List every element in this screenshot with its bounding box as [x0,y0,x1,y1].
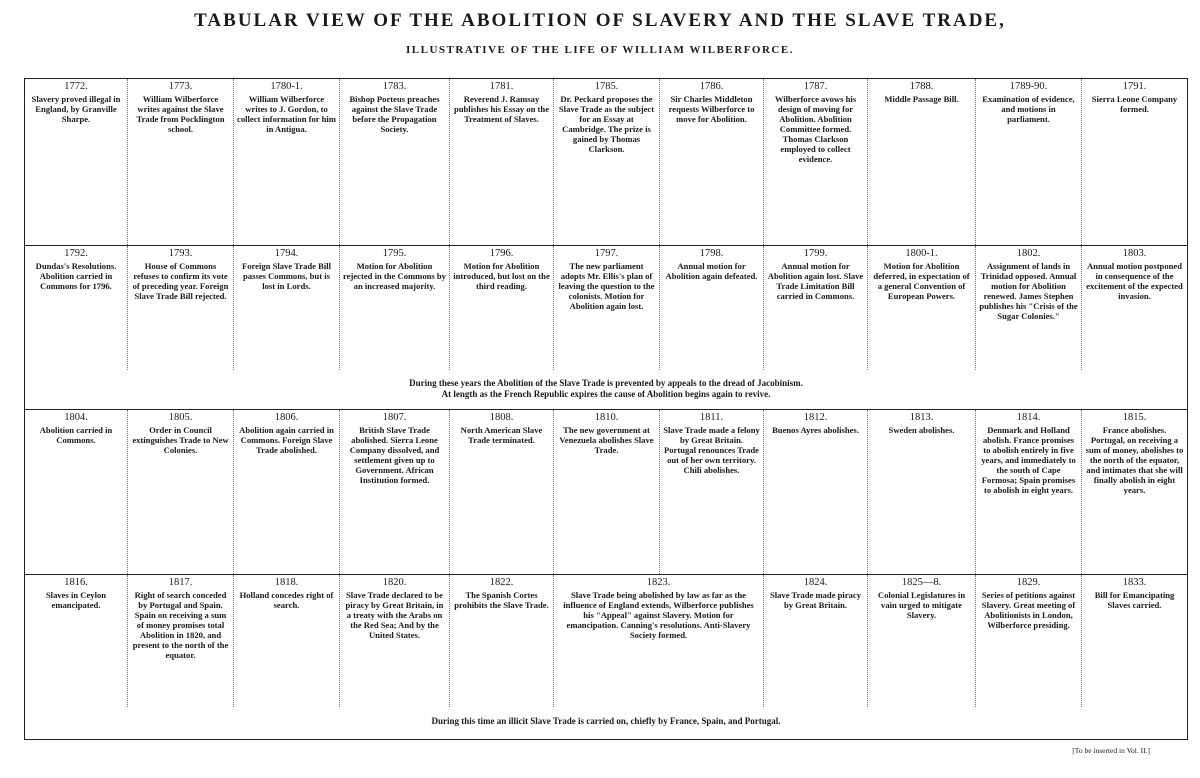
cell-text: House of Commons refuses to confirm its vote of preceding year. Foreign Slave Trade Bill rejected. [132,261,229,301]
cell-year: 1825—8. [901,577,942,588]
cell-year: 1803. [1122,248,1147,259]
timeline-cell [553,410,659,574]
cell-year: 1818. [274,577,299,588]
timeline-row [25,79,1187,245]
cell-text: William Wilberforce writes against the Slave Trade from Pocklington school. [136,94,225,134]
cell-year: 1817. [168,577,193,588]
cell-year: 1786. [699,81,724,92]
cell-text: Slave Trade made piracy by Great Britain. [769,590,862,610]
cell-year: 1813. [909,412,934,423]
cell-year: 1814. [1016,412,1041,423]
timeline-table [24,78,1188,740]
timeline-cell [449,79,553,245]
cell-text: Right of search conceded by Portugal and Spain. Spain on receiving a sum of money promises total Abolition in 1820, and present to the north of the equator. [132,590,229,660]
cell-text: Sierra Leone Company formed. [1091,94,1178,114]
timeline-cell [339,246,449,370]
cell-year: 1802. [1016,248,1041,259]
timeline-cell [339,575,449,707]
timeline-cell [867,79,975,245]
cell-text: British Slave Trade abolished. Sierra Leone Company dissolved, and settlement given up to Government. African Institution formed. [349,425,440,485]
timeline-cell [763,246,867,370]
cell-text: Holland concedes right of search. [239,590,334,610]
cell-text: Abolition again carried in Commons. Foreign Slave Trade abolished. [239,425,334,455]
cell-text: The new government at Venezuela abolishes Slave Trade. [559,425,654,455]
cell-year: 1806. [274,412,299,423]
cell-text: Assignment of lands in Trinidad opposed. Annual motion for Abolition renewed. James Stephen publishes his "Crisis of the Sugar Colonies." [979,261,1078,321]
cell-text: Reverend J. Ramsay publishes his Essay on the Treatment of Slaves. [453,94,550,124]
cell-text: Examination of evidence, and motions in parliament. [982,94,1075,124]
cell-text: Motion for Abolition introduced, but lost on the third reading. [453,261,550,291]
cell-year: 1833. [1122,577,1147,588]
timeline-cell [975,79,1081,245]
timeline-cell [659,246,763,370]
cell-text: Annual motion postponed in consequence of the excitement of the expected invasion. [1086,261,1183,301]
timeline-cell [763,79,867,245]
cell-year: 1823. [646,577,671,588]
cell-text: Slave Trade being abolished by law as far as the influence of England extends, Wilberforce publishes his "Appeal" against Slavery. Motion for emancipation. Canning's resolutions. Anti-Slavery Society formed. [563,590,754,640]
cell-text: Buenos Ayres abolishes. [772,425,859,435]
cell-year: 1805. [168,412,193,423]
cell-year: 1822. [489,577,514,588]
cell-text: The Spanish Cortes prohibits the Slave Trade. [454,590,549,610]
timeline-cell [449,575,553,707]
timeline-cell [659,410,763,574]
timeline-cell [449,246,553,370]
footnote: [To be inserted in Vol. II.] [1072,746,1150,755]
cell-year: 1796. [489,248,514,259]
cell-text: Denmark and Holland abolish. France promises to abolish entirely in five years, and immediately to the south of Cape Formosa; Spain promises to abolish in eight years. [981,425,1076,495]
timeline-cell [975,246,1081,370]
timeline-cell [553,246,659,370]
cell-year: 1810. [594,412,619,423]
illicit-trade-note: During this time an illicit Slave Trade is carried on, chiefly by France, Spain, and Portugal. [431,716,781,726]
timeline-cell [763,575,867,707]
timeline-cell [25,79,127,245]
cell-year: 1800-1. [905,248,938,259]
timeline-cell [339,79,449,245]
timeline-cell [553,575,763,707]
jacobinism-note [25,378,1187,400]
timeline-cell [763,410,867,574]
cell-year: 1829. [1016,577,1041,588]
timeline-cell [659,79,763,245]
cell-year: 1807. [382,412,407,423]
cell-text: Slavery proved illegal in England, by Granville Sharpe. [31,94,121,124]
timeline-row [25,246,1187,370]
cell-year: 1812. [803,412,828,423]
cell-text: Annual motion for Abolition again lost. Slave Trade Limitation Bill carried in Commons. [767,261,864,301]
cell-text: William Wilberforce writes to J. Gordon, to collect information for him in Antigua. [237,94,336,134]
cell-text: North American Slave Trade terminated. [460,425,543,445]
timeline-cell [1081,410,1187,574]
timeline-row [25,575,1187,707]
cell-text: Foreign Slave Trade Bill passes Commons, but is lost in Lords. [241,261,332,291]
timeline-cell [339,410,449,574]
timeline-cell [867,246,975,370]
cell-year: 1781. [489,81,514,92]
cell-text: Order in Council extinguishes Trade to New Colonies. [132,425,229,455]
timeline-cell [975,575,1081,707]
cell-year: 1793. [168,248,193,259]
cell-text: Wilberforce avows his design of moving for Abolition. Abolition Committee formed. Thomas Clarkson employed to collect evidence. [774,94,857,164]
cell-text: Colonial Legislatures in vain urged to mitigate Slavery. [877,590,966,620]
cell-year: 1787. [803,81,828,92]
note-line: At length as the French Republic expires the cause of Abolition begins again to revive. [441,389,771,399]
timeline-cell [127,410,233,574]
cell-text: Dundas's Resolutions. Abolition carried in Commons for 1796. [35,261,117,291]
timeline-cell [233,246,339,370]
cell-text: Annual motion for Abolition again defeated. [665,261,758,281]
cell-text: Dr. Peckard proposes the Slave Trade as the subject for an Essay at Cambridge. The prize is gained by Thomas Clarkson. [558,94,655,154]
cell-text: Slave Trade made a felony by Great Britain. Portugal renounces Trade out of her own territory. Chili abolishes. [663,425,760,475]
cell-text: Abolition carried in Commons. [39,425,113,445]
cell-year: 1798. [699,248,724,259]
cell-text: Slave Trade declared to be piracy by Great Britain, in a treaty with the Arabs on the Red Sea; And by the United States. [345,590,444,640]
page-title: TABULAR VIEW OF THE ABOLITION OF SLAVERY AND THE SLAVE TRADE, [194,10,1006,31]
timeline-cell [127,246,233,370]
cell-year: 1780-1. [270,81,303,92]
cell-year: 1791. [1122,81,1147,92]
cell-text: Motion for Abolition rejected in the Commons by an increased majority. [343,261,446,291]
cell-year: 1792. [64,248,88,259]
timeline-cell [233,79,339,245]
timeline-cell [233,575,339,707]
timeline-cell [127,79,233,245]
cell-year: 1808. [489,412,514,423]
cell-text: Bishop Porteus preaches against the Slave Trade before the Propagation Society. [349,94,440,134]
cell-year: 1785. [594,81,619,92]
timeline-cell [867,575,975,707]
cell-year: 1799. [803,248,828,259]
cell-year: 1772. [64,81,88,92]
cell-year: 1820. [382,577,407,588]
timeline-cell [233,410,339,574]
cell-year: 1816. [64,577,88,588]
timeline-cell [867,410,975,574]
timeline-cell [1081,79,1187,245]
cell-year: 1815. [1122,412,1147,423]
cell-year: 1794. [274,248,299,259]
cell-text: Series of petitions against Slavery. Great meeting of Abolitionists in London, Wilberforce presiding. [981,590,1076,630]
cell-year: 1795. [382,248,407,259]
cell-year: 1824. [803,577,828,588]
cell-year: 1773. [168,81,193,92]
timeline-cell [449,410,553,574]
timeline-row [25,410,1187,574]
timeline-cell [1081,246,1187,370]
timeline-cell [25,410,127,574]
timeline-cell [975,410,1081,574]
cell-text: Motion for Abolition deferred, in expectation of a general Convention of European Powers. [873,261,970,301]
cell-text: The new parliament adopts Mr. Ellis's plan of leaving the question to the colonists. Motion for Abolition again lost. [558,261,655,311]
cell-year: 1811. [699,412,724,423]
page-subtitle: ILLUSTRATIVE OF THE LIFE OF WILLIAM WILBERFORCE. [406,44,794,56]
timeline-cell [25,575,127,707]
cell-year: 1804. [64,412,88,423]
cell-text: France abolishes. Portugal, on receiving a sum of money, abolishes to the north of the equator, and intimates that she will finally abolish in eight years. [1085,425,1184,495]
timeline-cell [1081,575,1187,707]
note-line: During these years the Abolition of the Slave Trade is prevented by appeals to the dread of Jacobinism. [409,378,803,388]
cell-year: 1797. [594,248,619,259]
cell-year: 1783. [382,81,407,92]
timeline-cell [553,79,659,245]
timeline-cell [25,246,127,370]
cell-text: Slaves in Ceylon emancipated. [45,590,107,610]
cell-text: Bill for Emancipating Slaves carried. [1094,590,1175,610]
timeline-cell [127,575,233,707]
cell-text: Sir Charles Middleton requests Wilberforce to move for Abolition. [668,94,755,124]
cell-year: 1788. [909,81,934,92]
cell-text: Middle Passage Bill. [884,94,959,104]
cell-text: Sweden abolishes. [888,425,955,435]
cell-year: 1789-90. [1009,81,1048,92]
